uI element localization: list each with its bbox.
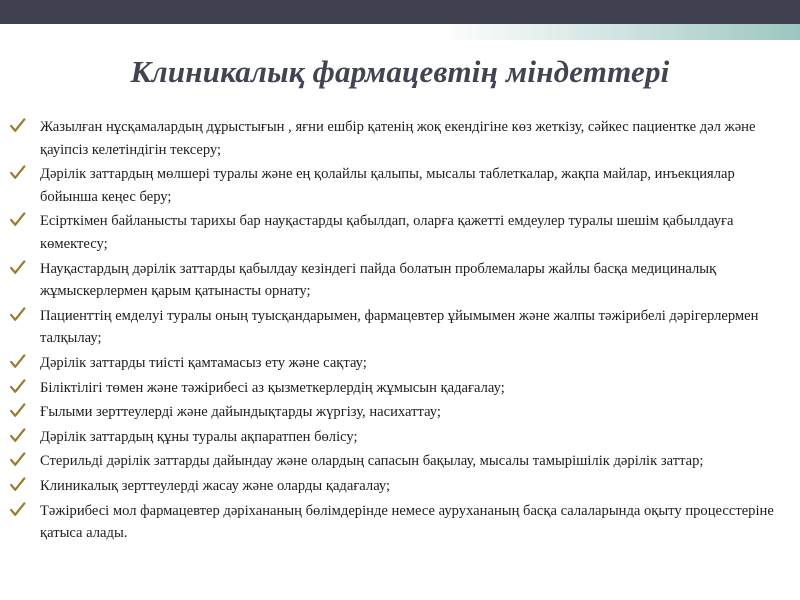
list-item-text: Дәрілік заттарды тиісті қамтамасыз ету және сақтау; (40, 354, 367, 371)
list-item (0, 210, 800, 255)
list-item (0, 377, 800, 400)
list-item-text: Жазылған нұсқамалардың дұрыстығын , яғни ешбір қатенің жоқ екендігіне көз жеткізу, сәйкес пациентке дәл және қауіпсіз келетіндігін тексеру; (40, 119, 756, 158)
slide-title: Клиникалық фармацевтің міндеттері (130, 54, 670, 89)
checkmark-icon (9, 378, 26, 395)
checkmark-icon (9, 164, 26, 181)
checkmark-icon (9, 402, 26, 419)
list-item (0, 163, 800, 208)
list-item (0, 401, 800, 424)
list-item (0, 450, 800, 473)
list-item-text: Ғылыми зерттеулерді және дайындықтарды жүргізу, насихаттау; (40, 404, 441, 421)
list-item (0, 500, 800, 545)
list-item-text: Клиникалық зерттеулерді жасау және оларды қадағалау; (40, 477, 391, 494)
duties-list (0, 116, 800, 547)
list-item (0, 475, 800, 498)
header-accent-stripe (0, 24, 800, 40)
checkmark-icon (9, 117, 26, 134)
checkmark-icon (9, 259, 26, 276)
checkmark-icon (9, 427, 26, 444)
list-item-text: Біліктілігі төмен және тәжірибесі аз қызметкерлердің жұмысын қадағалау; (40, 379, 505, 396)
list-item-text: Есірткімен байланысты тарихы бар науқастарды қабылдап, оларға қажетті емдеулер туралы шешім қабылдауға көмектесу; (40, 213, 734, 252)
list-item (0, 426, 800, 449)
list-item (0, 116, 800, 161)
checkmark-icon (9, 306, 26, 323)
checkmark-icon (9, 451, 26, 468)
list-item-text: Стерильді дәрілік заттарды дайындау және олардың сапасын бақылау, мысалы тамырішілік дәрілік заттар; (40, 453, 704, 470)
list-item-text: Пациенттің емделуі туралы оның туысқандарымен, фармацевтер ұйымымен және жалпы тәжірибелі дәрігерлермен талқылау; (40, 307, 759, 347)
checkmark-icon (9, 501, 26, 518)
list-item (0, 352, 800, 375)
list-item (0, 305, 800, 350)
list-item-text: Тәжірибесі мол фармацевтер дәріхананың бөлімдерінде немесе аурухананың басқа салаларында оқыту процесстеріне қатыса алады. (40, 502, 774, 542)
list-item-text: Науқастардың дәрілік заттарды қабылдау кезіндегі пайда болатын проблемалары жайлы басқа медициналық жұмыскерлермен қарым қатынасты орнату; (40, 260, 717, 300)
list-item (0, 258, 800, 303)
header-band (0, 0, 800, 24)
checkmark-icon (9, 476, 26, 493)
list-item-text: Дәрілік заттардың құны туралы ақпаратпен бөлісу; (40, 428, 358, 445)
checkmark-icon (9, 211, 26, 228)
checkmark-icon (9, 353, 26, 370)
list-item-text: Дәрілік заттардың мөлшері туралы және ең қолайлы қалыпы, мысалы таблеткалар, жақпа майлар, инъекциялар бойынша кеңес беру; (40, 166, 735, 205)
